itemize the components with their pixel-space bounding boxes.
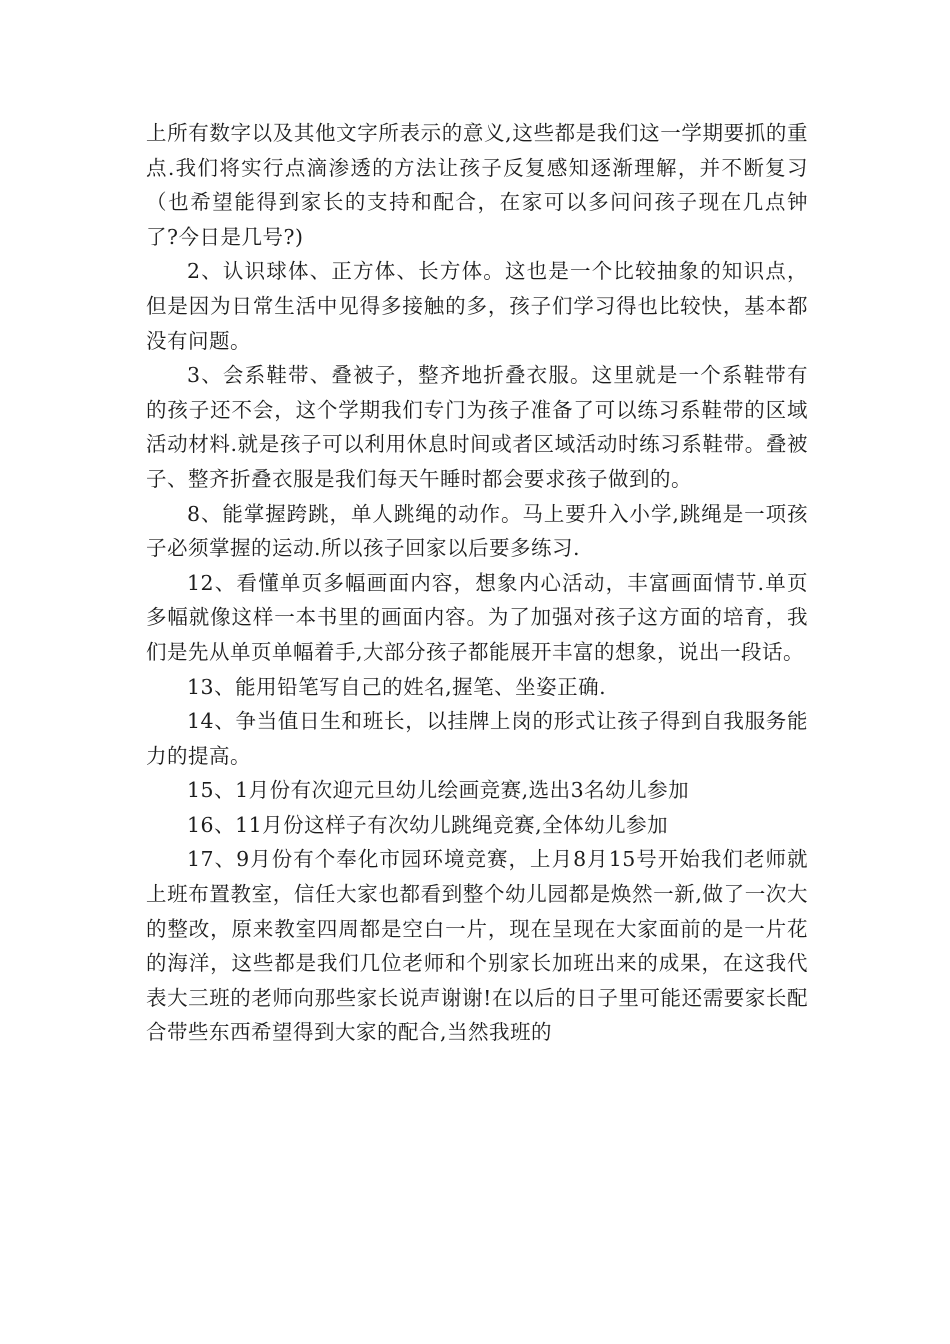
document-body xyxy=(146,116,808,1050)
paragraph-item-13: 13、能用铅笔写自己的姓名,握笔、坐姿正确. xyxy=(187,674,607,699)
paragraph-item-16: 16、11月份这样子有次幼儿跳绳竞赛,全体幼儿参加 xyxy=(187,812,669,837)
paragraph-continuation: 上所有数字以及其他文字所表示的意义,这些都是我们这一学期要抓的重点.我们将实行点滴渗透的方法让孩子反复感知逐渐理解，并不断复习（也希望能得到家长的支持和配合，在家可以多问问孩子现在几点钟了?今日是几号?) xyxy=(146,121,808,249)
paragraph-item-17: 17、9月份有个奉化市园环境竞赛，上月8月15号开始我们老师就上班布置教室，信任大家也都看到整个幼儿园都是焕然一新,做了一次大的整改，原来教室四周都是空白一片，现在呈现在大家面前的是一片花的海洋，这些都是我们几位老师和个别家长加班出来的成果，在这我代表大三班的老师向那些家长说声谢谢!在以后的日子里可能还需要家长配合带些东西希望得到大家的配合,当然我班的 xyxy=(146,847,808,1045)
paragraph-item-15: 15、1月份有次迎元旦幼儿绘画竞赛,选出3名幼儿参加 xyxy=(187,778,690,803)
paragraph-item-2: 2、认识球体、正方体、长方体。这也是一个比较抽象的知识点，但是因为日常生活中见得多接触的多，孩子们学习得也比较快，基本都没有问题。 xyxy=(146,259,808,353)
paragraph-item-12: 12、看懂单页多幅画面内容，想象内心活动，丰富画面情节.单页多幅就像这样一本书里的画面内容。为了加强对孩子这方面的培育，我们是先从单页单幅着手,大部分孩子都能展开丰富的想象，说出一段话。 xyxy=(146,570,808,664)
paragraph-item-3: 3、会系鞋带、叠被子，整齐地折叠衣服。这里就是一个系鞋带有的孩子还不会，这个学期我们专门为孩子准备了可以练习系鞋带的区域活动材料.就是孩子可以利用休息时间或者区域活动时练习系鞋带。叠被子、整齐折叠衣服是我们每天午睡时都会要求孩子做到的。 xyxy=(146,363,808,491)
paragraph-item-8: 8、能掌握跨跳，单人跳绳的动作。马上要升入小学,跳绳是一项孩子必须掌握的运动.所以孩子回家以后要多练习. xyxy=(146,501,808,561)
paragraph-item-14: 14、争当值日生和班长，以挂牌上岗的形式让孩子得到自我服务能力的提高。 xyxy=(146,709,808,768)
